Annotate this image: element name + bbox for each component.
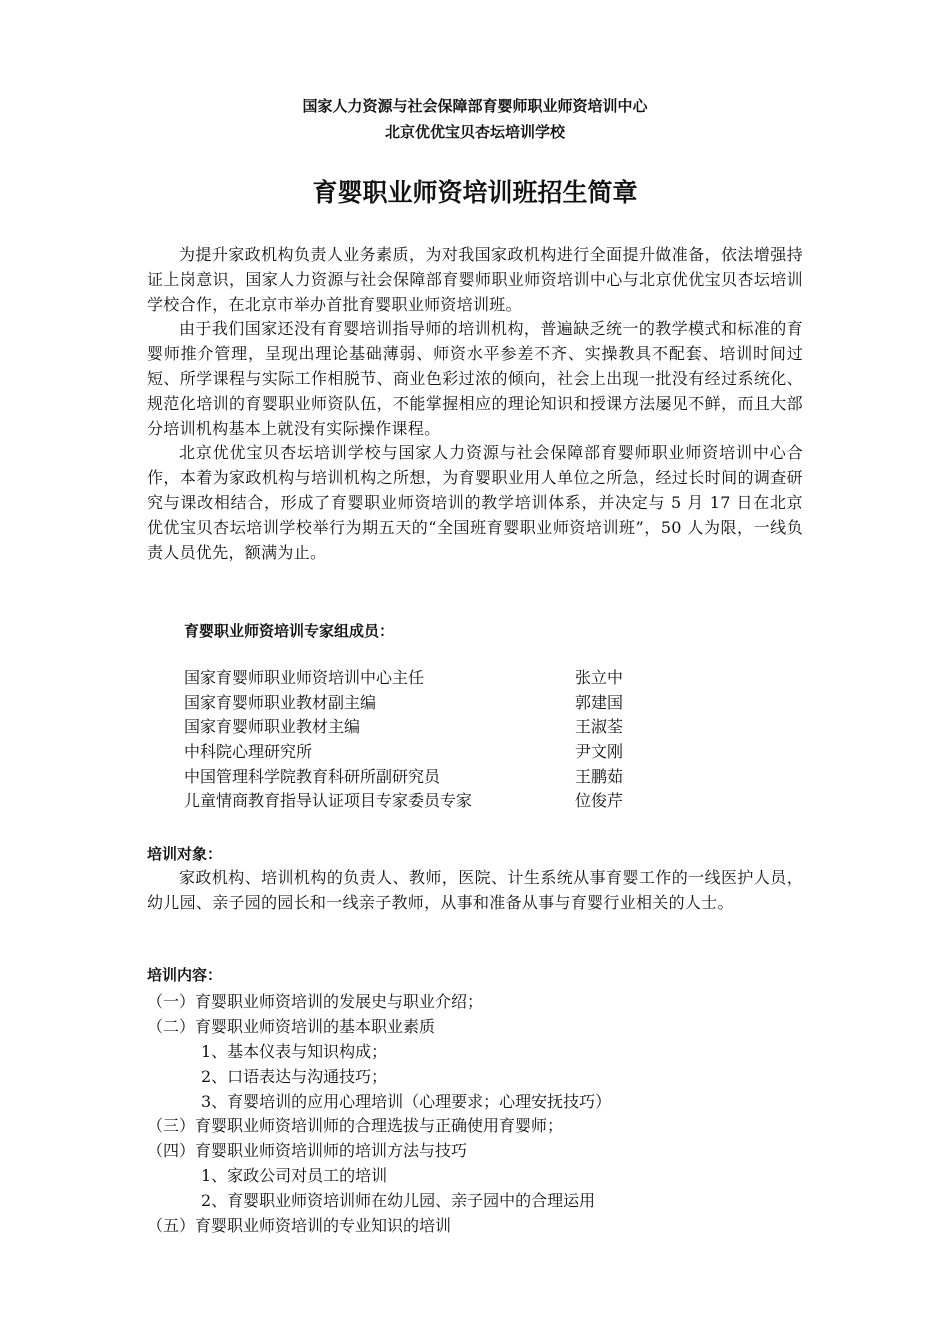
expert-row: [184, 691, 704, 716]
expert-name: 尹文刚: [575, 742, 624, 762]
expert-name: 王鹏茹: [575, 766, 624, 786]
expert-title: 国家育婴师职业师资培训中心主任: [184, 668, 425, 687]
intro-paragraph-1: 为提升家政机构负责人业务素质，为对我国家政机构进行全面提升做准备，依法增强持证上岗意识，国家人力资源与社会保障部育婴师职业师资培训中心与北京优优宝贝杏坛培训学校合作，在北京市举办首批育婴职业师资培训班。: [147, 245, 803, 314]
experts-heading: 育婴职业师资培训专家组成员：: [184, 622, 395, 640]
expert-row: [184, 666, 704, 691]
target-section: [147, 866, 803, 916]
organizer-line-1: 国家人力资源与社会保障部育婴师职业师资培训中心: [302, 97, 648, 115]
outline-item: （五）育婴职业师资培训的专业知识的培训: [147, 1216, 452, 1236]
document-title: 育婴职业师资培训班招生简章: [312, 178, 638, 207]
intro-section: [147, 243, 803, 565]
organizer-line-2: 北京优优宝贝杏坛培训学校: [384, 123, 565, 141]
target-heading: 培训对象：: [147, 845, 223, 863]
outline-subitem: 1、基本仪表与知识构成；: [201, 1041, 388, 1061]
outline-subitem: 2、口语表达与沟通技巧；: [201, 1066, 388, 1086]
expert-title: 儿童情商教育指导认证项目专家委员专家: [184, 791, 473, 811]
target-text: 家政机构、培训机构的负责人、教师，医院、计生系统从事育婴工作的一线医护人员，幼儿园、亲子园的园长和一线亲子教师，从事和准备从事与育婴行业相关的人士。: [147, 868, 803, 912]
intro-paragraph-2: 由于我们国家还没有育婴培训指导师的培训机构，普遍缺乏统一的教学模式和标准的育婴师推介管理，呈现出理论基础薄弱、师资水平参差不齐、实操教具不配套、培训时间过短、所学课程与实际工作相脱节、商业色彩过浓的倾向，社会上出现一批没有经过系统化、规范化培训的育婴职业师资队伍，不能掌握相应的理论知识和授课方法屡见不鲜，而且大部分培训机构基本上就没有实际操作课程。: [147, 319, 803, 438]
expert-name: 位俊芹: [575, 791, 624, 811]
intro-paragraph-3: 北京优优宝贝杏坛培训学校与国家人力资源与社会保障部育婴师职业师资培训中心合作，本着为家政机构与培训机构之所想，为育婴职业用人单位之所急，经过长时间的调查研究与课改相结合，形成了育婴职业师资培训的教学培训体系，并决定与 5 月 17 日在北京优优宝贝杏坛培训学校举行为期五天的“全国班育婴职业师资培训班”，50 人为限，一线负责人员优先，额满为止。: [147, 443, 803, 562]
expert-row: [184, 740, 704, 765]
expert-name: 王淑荃: [575, 717, 624, 737]
expert-title: 中国管理科学院教育科研所副研究员: [184, 766, 441, 786]
content-heading: 培训内容：: [147, 966, 223, 984]
outline-subitem: 1、家政公司对员工的培训: [201, 1166, 388, 1186]
content-outline: [147, 990, 827, 1239]
expert-title: 国家育婴师职业教材副主编: [184, 692, 377, 712]
outline-subitem: 3、育婴培训的应用心理培训（心理要求；心理安抚技巧）: [201, 1091, 612, 1111]
outline-item: （二）育婴职业师资培训的基本职业素质: [147, 1016, 436, 1036]
outline-item: （一）育婴职业师资培训的发展史与职业介绍；: [147, 992, 484, 1011]
expert-row: [184, 765, 704, 790]
outline-item: （三）育婴职业师资培训师的合理选拔与正确使用育婴师；: [147, 1116, 564, 1136]
expert-row: [184, 715, 704, 740]
experts-list: [184, 666, 704, 814]
expert-name: 郭建国: [575, 692, 624, 712]
outline-item: （四）育婴职业师资培训师的培训方法与技巧: [147, 1141, 468, 1161]
expert-row: [184, 789, 704, 814]
expert-title: 中科院心理研究所: [184, 742, 313, 762]
expert-name: 张立中: [575, 668, 624, 687]
outline-subitem: 2、育婴职业师资培训师在幼儿园、亲子园中的合理运用: [201, 1191, 596, 1211]
expert-title: 国家育婴师职业教材主编: [184, 717, 361, 737]
